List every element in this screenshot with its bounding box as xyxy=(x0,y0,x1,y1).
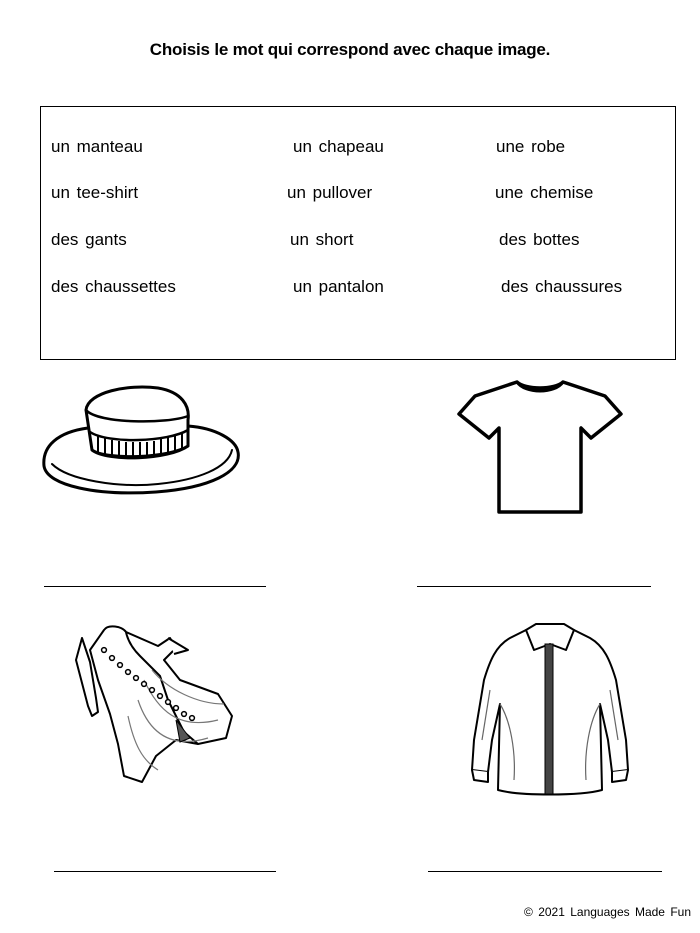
dress-icon xyxy=(68,620,240,788)
word-bank-item: un tee-shirt xyxy=(51,183,139,202)
word-bank-item: une chemise xyxy=(495,183,594,202)
word-bank-item: un manteau xyxy=(51,137,143,156)
word-bank xyxy=(40,106,676,360)
answer-line[interactable] xyxy=(44,586,266,587)
word-bank-item: un chapeau xyxy=(293,137,384,156)
answer-line[interactable] xyxy=(417,586,651,587)
word-bank-item: un pullover xyxy=(287,183,373,202)
word-bank-item: des gants xyxy=(51,230,127,249)
copyright-footer: © 2021 Languages Made Fun xyxy=(524,905,691,919)
answer-line[interactable] xyxy=(428,871,662,872)
word-bank-item: des chaussettes xyxy=(51,277,176,296)
shirt-icon xyxy=(470,620,630,798)
answer-line[interactable] xyxy=(54,871,276,872)
tshirt-icon xyxy=(455,376,625,518)
worksheet-title: Choisis le mot qui correspond avec chaque image. xyxy=(149,40,551,59)
word-bank-item: un short xyxy=(290,230,354,249)
word-bank-item: une robe xyxy=(496,137,566,156)
word-bank-item: des chaussures xyxy=(501,277,623,296)
word-bank-item: un pantalon xyxy=(293,277,384,296)
hat-icon xyxy=(38,380,244,500)
word-bank-item: des bottes xyxy=(499,230,580,249)
